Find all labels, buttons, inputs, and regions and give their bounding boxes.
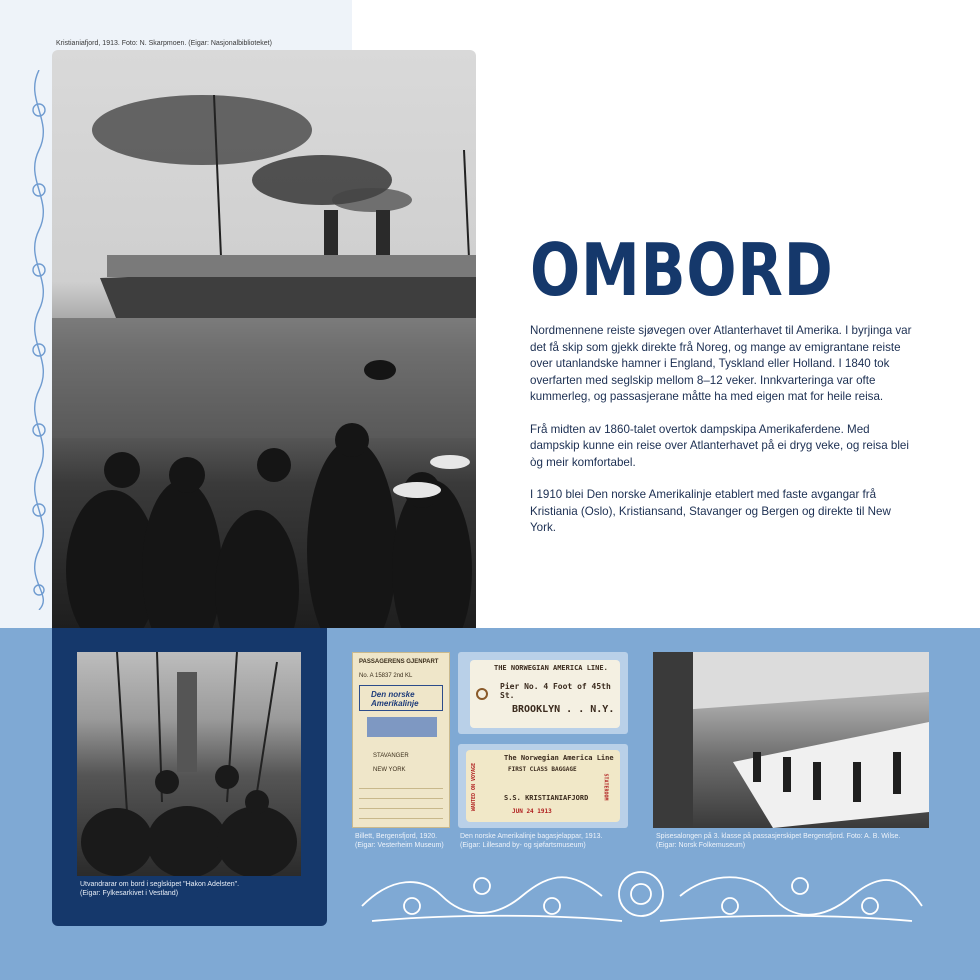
deck-illustration — [77, 652, 301, 876]
deck-photo-caption — [80, 880, 239, 898]
folk-ornament-horizontal — [352, 866, 930, 926]
ticket-company: Den norske Amerikalinje — [371, 690, 419, 708]
ticket-ship-vignette — [367, 717, 437, 737]
paragraph-2: Frå midten av 1860-talet overtok dampskipa Amerikaferdene. Med dampskip kunne ein reise over Atlanterhavet på ei dryg veke, og reisa blei òg meir komfortabel. — [530, 422, 909, 469]
ticket-caption — [355, 832, 444, 850]
deck-caption-line-2: (Eigar: Fylkesarkivet i Vestland) — [80, 890, 179, 897]
body-text — [530, 323, 915, 553]
dining-caption-line-1: Spisesalongen på 3. klasse på passasjerskipet Bergensfjord. Foto: A. B. Wilse. — [656, 833, 901, 840]
ticket-lines — [359, 779, 443, 819]
deck-caption-line-1: Utvandrarar om bord i seglskipet "Hakon Adelsten". — [80, 881, 240, 888]
ticket-image — [352, 652, 450, 828]
tag-2-line-2: FIRST CLASS BAGGAGE — [508, 766, 577, 773]
paragraph-1: Nordmennene reiste sjøvegen over Atlanterhavet til Amerika. I byrjinga var det få skip som gjekk direkte frå Noreg, og mange av emigrantane reiste over utanlandske hamner i England, Tyskland eller Holland. I 1840 tok overfarten med seglskip mellom 8–12 veker. Innkvarteringa var ofte kummerleg, og passasjerane måtte ha med eigen mat for heile reisa. — [530, 324, 912, 403]
dining-illustration — [653, 652, 929, 828]
dining-caption-line-2: (Eigar: Norsk Folkemuseum) — [656, 842, 746, 849]
ticket-from: STAVANGER — [373, 753, 409, 759]
tag-1-line-2: Pier No. 4 Foot of 45th St. — [500, 682, 611, 700]
ticket-caption-line-2: (Eigar: Vesterheim Museum) — [355, 842, 444, 849]
sailing-ship-deck-photo — [77, 652, 301, 876]
steamship-illustration — [52, 50, 476, 628]
dining-saloon-photo — [653, 652, 929, 828]
ticket-number: No. A 15837 2nd KL — [359, 673, 413, 679]
main-photo-caption: Kristianiafjord, 1913. Foto: N. Skarpmoen. (Eigar: Nasjonalbiblioteket) — [56, 40, 272, 47]
page-title: OMBORD — [530, 228, 834, 312]
tag-2-line-1: The Norwegian America Line — [504, 754, 614, 762]
baggage-tag-2 — [466, 750, 620, 822]
ticket-caption-line-1: Billett, Bergensfjord, 1920. — [355, 833, 438, 840]
tag-1-eyelet-icon — [476, 688, 488, 700]
tags-caption-line-1: Den norske Amerikalinje bagasjelappar, 1913. — [460, 833, 603, 840]
baggage-tag-1 — [470, 660, 620, 728]
paragraph-3: I 1910 blei Den norske Amerikalinje etablert med faste avgangar frå Kristiania (Oslo), Kristiansand, Stavanger og Bergen og direkte til New York. — [530, 488, 891, 534]
tag-1-line-3: BROOKLYN . . N.Y. — [512, 704, 615, 715]
tag-2-side-right: STATEROOM — [602, 773, 609, 801]
tag-2-side-left: WANTED ON VOYAGE — [471, 762, 478, 812]
steamship-photo — [52, 50, 476, 628]
folk-ornament-vertical — [22, 70, 56, 610]
tags-caption — [460, 832, 602, 850]
tag-2-line-3: S.S. KRISTIANIAFJORD — [504, 794, 589, 802]
dining-caption — [656, 832, 900, 850]
tag-1-line-1: THE NORWEGIAN AMERICA LINE. — [494, 664, 608, 672]
ticket-header: PASSAGERENS GJENPART — [359, 659, 439, 665]
ticket-to: NEW YORK — [373, 767, 406, 773]
tag-2-line-4: JUN 24 1913 — [512, 808, 552, 815]
tags-caption-line-2: (Eigar: Lillesand by- og sjøfartsmuseum) — [460, 842, 586, 849]
